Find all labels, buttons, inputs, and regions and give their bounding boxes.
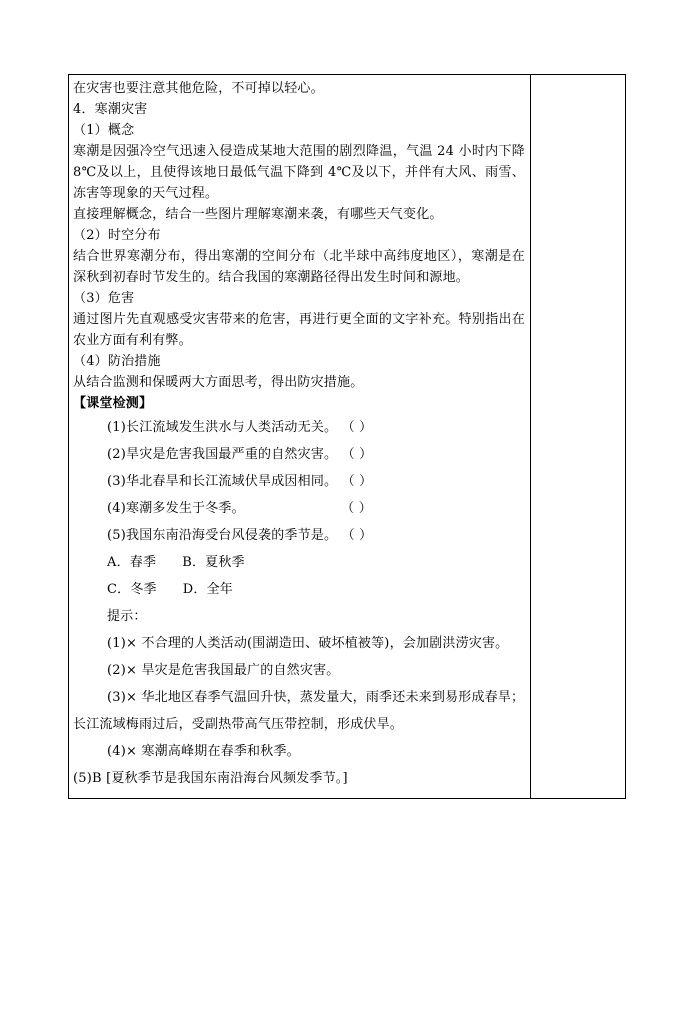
answer-blank: （ ） [341, 501, 372, 516]
option-a: A．春季 [107, 555, 157, 570]
question-text: (1)长江流域发生洪水与人类活动无关。 [107, 420, 338, 435]
answer-blank: （ ） [341, 420, 373, 435]
distribution-text: 结合世界寒潮分布，得出寒潮的空间分布（北半球中高纬度地区），寒潮是在深秋到初春时节发生的。结合我国的寒潮路径得出发生时间和源地。 [73, 249, 525, 285]
concept-text: 寒潮是因强冷空气迅速入侵造成某地大范围的剧烈降温，气温 24 小时内下降 8℃及以上，且使得该地日最低气温下降到 4℃及以下，并伴有大风、雨雪、冻害等现象的天气过程。 [73, 144, 525, 201]
answer-explanation: (2)× 旱灾是危害我国最广的自然灾害。 [107, 663, 340, 678]
section-heading: 4．寒潮灾害 [73, 102, 148, 117]
question-text: (2)旱灾是危害我国最严重的自然灾害。 [107, 447, 338, 462]
options-row [73, 576, 525, 603]
answer-blank: （ ） [341, 474, 373, 489]
answer-explanation: (3)× 华北地区春季气温回升快，蒸发量大，雨季还未来到易形成春旱；长江流域梅雨过后，受副热带高气压带控制，形成伏旱。 [73, 690, 525, 732]
intro-line: 在灾害也要注意其他危险，不可掉以轻心。 [73, 81, 324, 96]
question-text: (5)我国东南沿海受台风侵袭的季节是。 [107, 528, 338, 543]
quiz-question [73, 495, 525, 522]
answer-explanation: (4)× 寒潮高峰期在春季和秋季。 [107, 744, 300, 759]
answer-blank: （ ） [341, 447, 373, 462]
prevention-title: （4）防治措施 [73, 354, 161, 369]
option-d: D．全年 [182, 582, 233, 597]
hazard-title: （3）危害 [73, 291, 135, 306]
concept-title: （1）概念 [73, 123, 135, 138]
option-b: B．夏秋季 [182, 555, 245, 570]
options-row [73, 549, 525, 576]
question-text: (4)寒潮多发生于冬季。 [107, 501, 245, 516]
quiz-question [73, 468, 525, 495]
quiz-question [73, 522, 525, 549]
final-answer: (5)B [夏秋季节是我国东南沿海台风频发季节。] [73, 771, 348, 786]
hazard-text: 通过图片先直观感受灾害带来的危害，再进行更全面的文字补充。特别指出在农业方面有利有弊。 [73, 312, 525, 348]
concept-note: 直接理解概念，结合一些图片理解寒潮来袭，有哪些天气变化。 [73, 207, 443, 222]
quiz-question [73, 441, 525, 468]
document-table [68, 74, 626, 799]
content-cell [73, 78, 525, 792]
question-text: (3)华北春旱和长江流域伏旱成因相同。 [107, 474, 338, 489]
answer-explanation: (1)× 不合理的人类活动(围湖造田、破坏植被等)，会加剧洪涝灾害。 [107, 636, 509, 651]
prevention-text: 从结合监测和保暖两大方面思考，得出防灾措施。 [73, 375, 364, 390]
answer-blank: （ ） [341, 528, 373, 543]
quiz-question [73, 414, 525, 441]
column-divider [530, 75, 531, 798]
distribution-title: （2）时空分布 [73, 228, 161, 243]
option-c: C．冬季 [107, 582, 157, 597]
hint-label: 提示： [107, 609, 147, 624]
quiz-heading: 【课堂检测】 [73, 396, 153, 411]
